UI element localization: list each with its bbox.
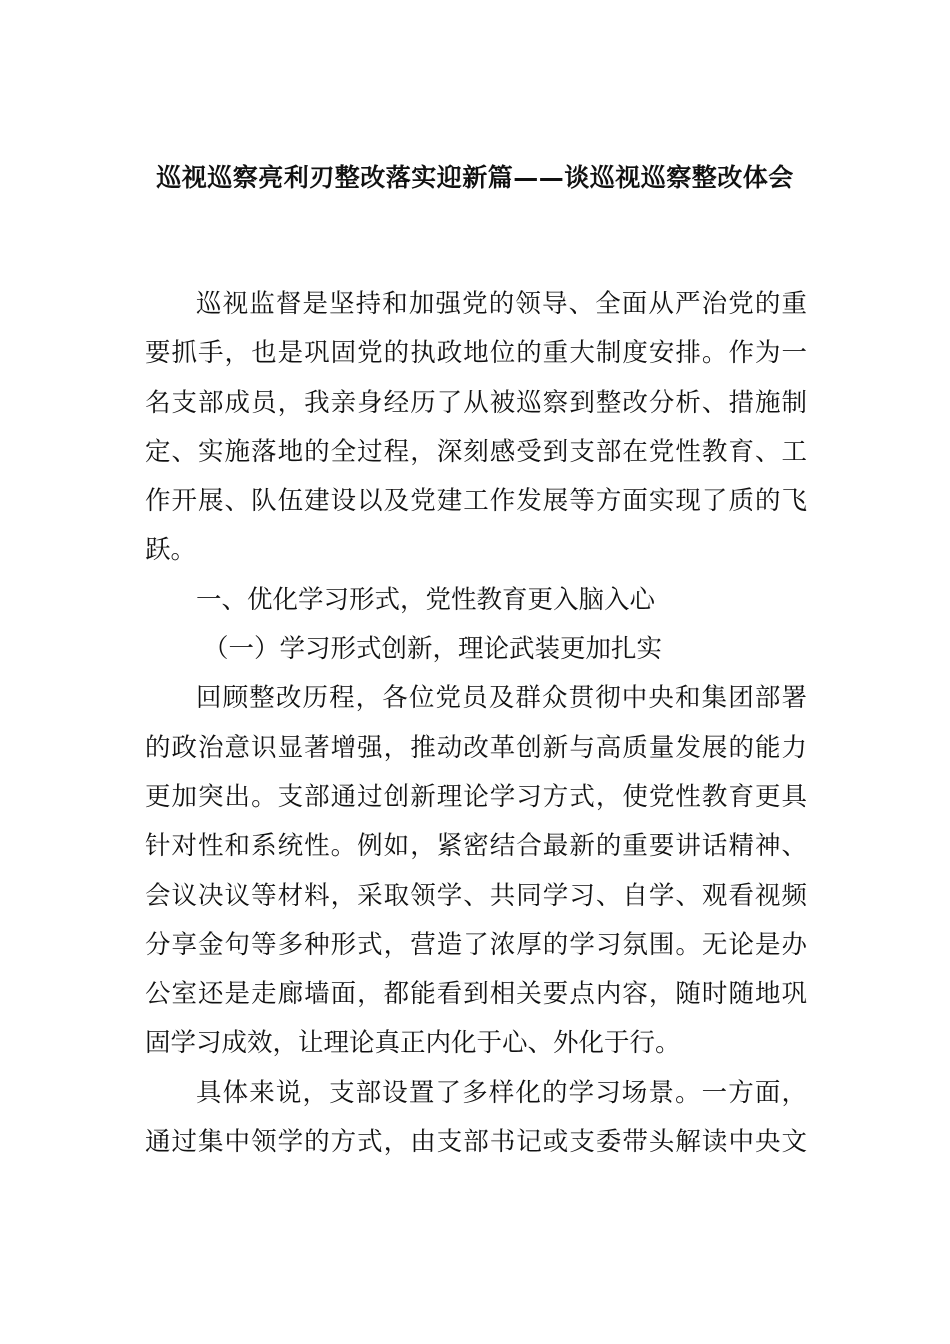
section-heading: 一、优化学习形式，党性教育更入脑入心 [196, 584, 656, 615]
paragraph-line: 要抓手，也是巩固党的执政地位的重大制度安排。作为一 [145, 338, 807, 369]
paragraph-line: 具体来说，支部设置了多样化的学习场景。一方面， [196, 1077, 807, 1108]
document-title: 巡视巡察亮利刃整改落实迎新篇——谈巡视巡察整改体会 [156, 163, 794, 192]
paragraph-line: 作开展、队伍建设以及党建工作发展等方面实现了质的飞 [145, 486, 807, 517]
paragraph-line: 分享金句等多种形式，营造了浓厚的学习氛围。无论是办 [145, 929, 807, 960]
paragraph-line: 回顾整改历程，各位党员及群众贯彻中央和集团部署 [196, 683, 807, 714]
paragraph-line: 公室还是走廊墙面，都能看到相关要点内容，随时随地巩 [145, 979, 807, 1010]
paragraph-line: 定、实施落地的全过程，深刻感受到支部在党性教育、工 [145, 436, 807, 467]
subsection-heading: （一）学习形式创新，理论武装更加扎实 [203, 634, 663, 665]
paragraph-line: 更加突出。支部通过创新理论学习方式，使党性教育更具 [145, 781, 807, 812]
paragraph-line: 名支部成员，我亲身经历了从被巡察到整改分析、措施制 [145, 387, 807, 418]
paragraph-line: 通过集中领学的方式，由支部书记或支委带头解读中央文 [145, 1127, 807, 1158]
paragraph-line: 的政治意识显著增强，推动改革创新与高质量发展的能力 [145, 732, 807, 763]
paragraph-line: 会议决议等材料，采取领学、共同学习、自学、观看视频 [145, 880, 807, 911]
paragraph-line: 巡视监督是坚持和加强党的领导、全面从严治党的重 [196, 289, 807, 319]
paragraph-line: 固学习成效，让理论真正内化于心、外化于行。 [145, 1028, 681, 1059]
paragraph-line: 跃。 [145, 535, 197, 566]
document-body [145, 280, 807, 1167]
paragraph-line: 针对性和系统性。例如，紧密结合最新的重要讲话精神、 [145, 831, 807, 862]
